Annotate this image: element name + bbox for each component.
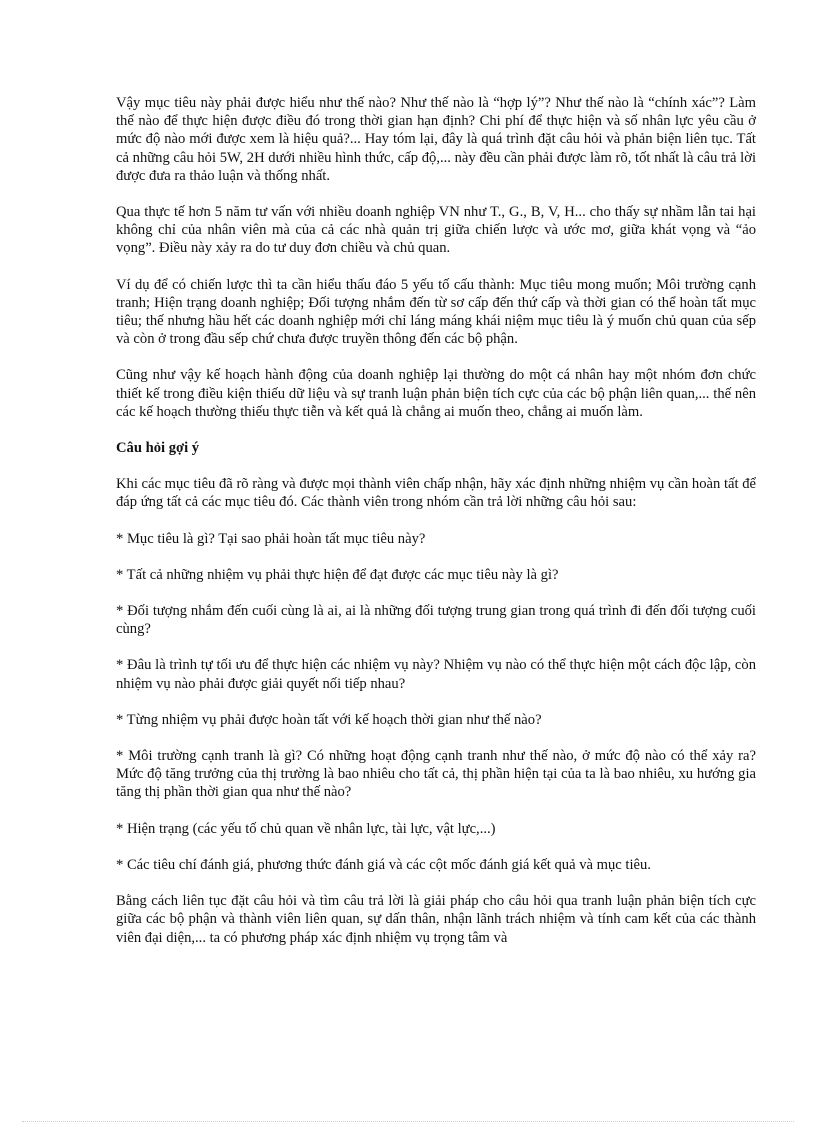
intro-paragraph: Khi các mục tiêu đã rõ ràng và được mọi thành viên chấp nhận, hãy xác định những nhiệm vụ cần hoàn tất để đáp ứng tất cả các mục tiêu đó. Các thành viên trong nhóm cần trả lời những câu hỏi sau: [116, 476, 756, 511]
question-item: * Hiện trạng (các yếu tố chủ quan về nhân lực, tài lực, vật lực,...) [116, 820, 496, 837]
question-item: * Đối tượng nhắm đến cuối cùng là ai, ai là những đối tượng trung gian trong quá trình đi đến đối tượng cuối cùng? [116, 603, 756, 638]
section-heading: Câu hỏi gợi ý [116, 440, 200, 457]
page-bottom-divider [22, 1121, 794, 1122]
question-item: * Môi trường cạnh tranh là gì? Có những hoạt động cạnh tranh như thế nào, ở mức độ nào có thể xảy ra? Mức độ tăng trưởng của thị trường là bao nhiêu cho tất cả, thị phần hiện tại của ta là bao nhiêu, xu hướng gia tăng thị phần thời gian qua như thế nào? [116, 748, 756, 801]
question-item: * Tất cả những nhiệm vụ phải thực hiện để đạt được các mục tiêu này là gì? [116, 566, 559, 583]
question-item: * Mục tiêu là gì? Tại sao phải hoàn tất mục tiêu này? [116, 530, 426, 547]
paragraph: Ví dụ để có chiến lược thì ta cần hiểu thấu đáo 5 yếu tố cấu thành: Mục tiêu mong muốn; Môi trường cạnh tranh; Hiện trạng doanh nghiệp; Đối tượng nhắm đến từ sơ cấp đến thứ cấp và thời gian có thể hoàn tất mục tiêu; thế nhưng hầu hết các doanh nghiệp mới chỉ láng máng khái niệm mục tiêu là ý muốn chủ quan của sếp và còn ở trong đầu sếp chứ chưa được truyền thông đến các bộ phận. [116, 276, 756, 348]
paragraph: Cũng như vậy kế hoạch hành động của doanh nghiệp lại thường do một cá nhân hay một nhóm đơn chức thiết kế trong điều kiện thiếu dữ liệu và sự tranh luận phản biện tích cực của các bộ phận liên quan,... thế nên các kế hoạch thường thiếu thực tiễn và kết quả là chẳng ai muốn theo, chẳng ai muốn làm. [116, 367, 756, 420]
question-item: * Các tiêu chí đánh giá, phương thức đánh giá và các cột mốc đánh giá kết quả và mục tiêu. [116, 856, 651, 873]
closing-paragraph: Bằng cách liên tục đặt câu hỏi và tìm câu trả lời là giải pháp cho câu hỏi qua tranh luận phản biện tích cực giữa các bộ phận và thành viên liên quan, sự dấn thân, nhận lãnh trách nhiệm và tính cam kết của các thành viên đại diện,... ta có phương pháp xác định nhiệm vụ trọng tâm và [116, 893, 756, 946]
question-item: * Đâu là trình tự tối ưu để thực hiện các nhiệm vụ này? Nhiệm vụ nào có thể thực hiện một cách độc lập, còn nhiệm vụ nào phải được giải quyết nối tiếp nhau? [116, 657, 756, 692]
document-page [116, 94, 756, 965]
paragraph: Vậy mục tiêu này phải được hiểu như thế nào? Như thế nào là “hợp lý”? Như thế nào là “chính xác”? Làm thế nào để thực hiện được điều đó trong thời gian hạn định? Chi phí để thực hiện và số nhân lực yêu cầu ở mức độ nào mới được xem là hiệu quả?... Hay tóm lại, đây là quá trình đặt câu hỏi và phản biện liên tục. Tất cả những câu hỏi 5W, 2H dưới nhiều hình thức, cấp độ,... này đều cần phải được làm rõ, tốt nhất là câu trả lời được đưa ra thảo luận và thống nhất. [116, 95, 756, 184]
paragraph: Qua thực tế hơn 5 năm tư vấn với nhiều doanh nghiệp VN như T., G., B, V, H... cho thấy sự nhầm lẫn tai hại không chỉ của nhân viên mà của cả các nhà quản trị giữa chiến lược và ước mơ, giữa khát vọng và “ảo vọng”. Điều này xảy ra do tư duy đơn chiều và chủ quan. [116, 204, 756, 257]
question-item: * Từng nhiệm vụ phải được hoàn tất với kế hoạch thời gian như thế nào? [116, 711, 542, 728]
